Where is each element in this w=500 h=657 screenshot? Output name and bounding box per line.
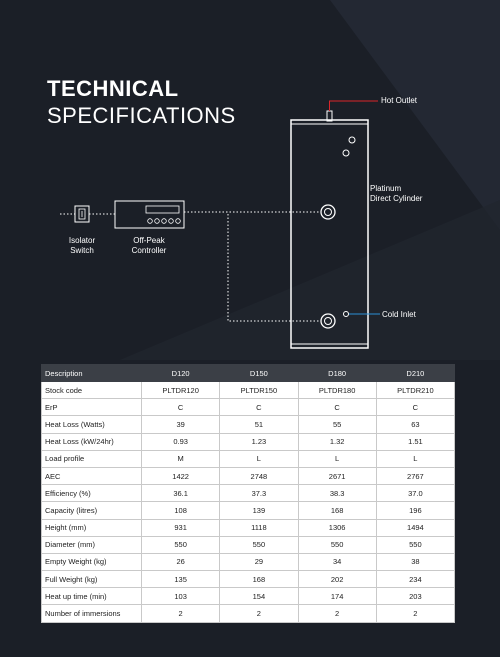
row-label-cell: Full Weight (kg) — [42, 571, 142, 588]
value-cell: 234 — [376, 571, 454, 588]
table-row — [42, 553, 455, 570]
row-label-cell: AEC — [42, 467, 142, 484]
table-row — [42, 571, 455, 588]
hot-outlet-line — [330, 101, 379, 111]
value-cell: L — [376, 450, 454, 467]
table-row — [42, 433, 455, 450]
value-cell: 196 — [376, 502, 454, 519]
column-header: D150 — [220, 365, 298, 382]
value-cell: 2 — [220, 605, 298, 622]
column-header: D180 — [298, 365, 376, 382]
table-row — [42, 605, 455, 622]
table-row — [42, 467, 455, 484]
value-cell: 2671 — [298, 467, 376, 484]
value-cell: C — [376, 399, 454, 416]
value-cell: 39 — [142, 416, 220, 433]
value-cell: 1306 — [298, 519, 376, 536]
value-cell: C — [142, 399, 220, 416]
value-cell: 2 — [376, 605, 454, 622]
value-cell: 2 — [298, 605, 376, 622]
value-cell: 36.1 — [142, 485, 220, 502]
row-label-cell: Efficiency (%) — [42, 485, 142, 502]
wire-controller-lower — [228, 214, 321, 321]
title-line-2: SPECIFICATIONS — [47, 103, 236, 128]
table-header-row — [42, 365, 455, 382]
value-cell: 38 — [376, 553, 454, 570]
value-cell: 174 — [298, 588, 376, 605]
table-row — [42, 536, 455, 553]
row-label-cell: Diameter (mm) — [42, 536, 142, 553]
value-cell: 29 — [220, 553, 298, 570]
value-cell: PLTDR180 — [298, 382, 376, 399]
row-label-cell: Capacity (litres) — [42, 502, 142, 519]
value-cell: 139 — [220, 502, 298, 519]
row-label-cell: Stock code — [42, 382, 142, 399]
value-cell: C — [298, 399, 376, 416]
table-row — [42, 450, 455, 467]
value-cell: 550 — [376, 536, 454, 553]
isolator-switch-label — [57, 236, 107, 256]
title-line-1: TECHNICAL — [47, 76, 179, 101]
table-row — [42, 399, 455, 416]
value-cell: 168 — [298, 502, 376, 519]
value-cell: 1118 — [220, 519, 298, 536]
cold-inlet-port-icon — [344, 312, 349, 317]
row-label-cell: ErP — [42, 399, 142, 416]
table-body — [42, 382, 455, 623]
value-cell: 63 — [376, 416, 454, 433]
value-cell: 2 — [142, 605, 220, 622]
value-cell: L — [298, 450, 376, 467]
controller-label — [110, 236, 188, 256]
value-cell: 38.3 — [298, 485, 376, 502]
table-row — [42, 588, 455, 605]
spec-table — [41, 364, 455, 623]
table-row — [42, 519, 455, 536]
value-cell: 2748 — [220, 467, 298, 484]
table-row — [42, 416, 455, 433]
value-cell: C — [220, 399, 298, 416]
controller-label-line-2: Controller — [131, 246, 167, 255]
value-cell: PLTDR120 — [142, 382, 220, 399]
table-row — [42, 485, 455, 502]
value-cell: 202 — [298, 571, 376, 588]
value-cell: 550 — [142, 536, 220, 553]
value-cell: 55 — [298, 416, 376, 433]
value-cell: 1.51 — [376, 433, 454, 450]
row-label-cell: Empty Weight (kg) — [42, 553, 142, 570]
off-peak-controller-icon — [115, 201, 184, 228]
value-cell: 1494 — [376, 519, 454, 536]
value-cell: 51 — [220, 416, 298, 433]
value-cell: 135 — [142, 571, 220, 588]
value-cell: 2767 — [376, 467, 454, 484]
controller-label-line-1: Off-Peak — [133, 236, 165, 245]
value-cell: 203 — [376, 588, 454, 605]
sensor-top-icon — [349, 137, 355, 143]
table-row — [42, 382, 455, 399]
value-cell: 154 — [220, 588, 298, 605]
table-row — [42, 502, 455, 519]
row-label-cell: Heat Loss (Watts) — [42, 416, 142, 433]
cylinder-label-line-2: Direct Cylinder — [370, 194, 423, 203]
value-cell: 26 — [142, 553, 220, 570]
row-label-cell: Load profile — [42, 450, 142, 467]
row-label-cell: Heat Loss (kW/24hr) — [42, 433, 142, 450]
row-label-cell: Number of immersions — [42, 605, 142, 622]
value-cell: 0.93 — [142, 433, 220, 450]
value-cell: 34 — [298, 553, 376, 570]
isolator-label-line-2: Switch — [70, 246, 94, 255]
value-cell: PLTDR210 — [376, 382, 454, 399]
value-cell: PLTDR150 — [220, 382, 298, 399]
value-cell: 550 — [298, 536, 376, 553]
row-label-cell: Heat up time (min) — [42, 588, 142, 605]
column-header: D210 — [376, 365, 454, 382]
value-cell: M — [142, 450, 220, 467]
row-label-cell: Height (mm) — [42, 519, 142, 536]
value-cell: 931 — [142, 519, 220, 536]
hot-outlet-label: Hot Outlet — [381, 96, 418, 105]
immersion-upper-icon — [321, 205, 335, 219]
value-cell: 1422 — [142, 467, 220, 484]
value-cell: 1.23 — [220, 433, 298, 450]
value-cell: 37.3 — [220, 485, 298, 502]
value-cell: L — [220, 450, 298, 467]
sensor-mid-icon — [343, 150, 349, 156]
immersion-lower-icon — [321, 314, 335, 328]
value-cell: 1.32 — [298, 433, 376, 450]
value-cell: 108 — [142, 502, 220, 519]
column-header: Description — [42, 365, 142, 382]
isolator-label-line-1: Isolator — [68, 236, 96, 245]
cylinder-label — [370, 184, 422, 204]
column-header: D120 — [142, 365, 220, 382]
value-cell: 103 — [142, 588, 220, 605]
value-cell: 168 — [220, 571, 298, 588]
cold-inlet-label: Cold Inlet — [382, 310, 416, 319]
value-cell: 37.0 — [376, 485, 454, 502]
value-cell: 550 — [220, 536, 298, 553]
cylinder-label-line-1: Platinum — [370, 184, 402, 193]
